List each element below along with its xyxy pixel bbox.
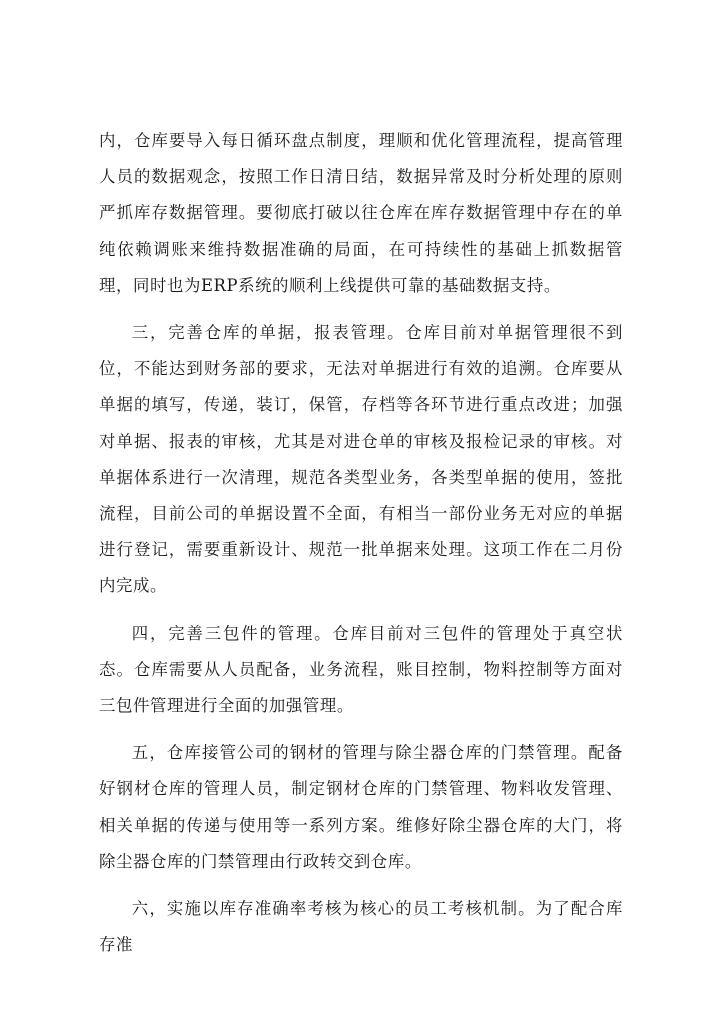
paragraph-section-4: 四，完善三包件的管理。仓库目前对三包件的管理处于真空状态。仓库需要从人员配备，业务流程，账目控制，物料控制等方面对三包件管理进行全面的加强管理。 (99, 623, 623, 716)
paragraph-section-6: 六，实施以库存准确率考核为核心的员工考核机制。为了配合库存准 (99, 899, 623, 955)
paragraph-section-5: 五，仓库接管公司的钢材的管理与除尘器仓库的门禁管理。配备好钢材仓库的管理人员，制定钢材仓库的门禁管理、物料收发管理、相关单据的传递与使用等一系列方案。维修好除尘器仓库的大门，将除尘器仓库的门禁管理由行政转交到仓库。 (99, 743, 623, 871)
document-body (99, 123, 623, 974)
paragraph-section-3: 三，完善仓库的单据，报表管理。仓库目前对单据管理很不到位，不能达到财务部的要求，无法对单据进行有效的追溯。仓库要从单据的填写，传递，装订，保管，存档等各环节进行重点改进；加强对单据、报表的审核，尤其是对进仓单的审核及报检记录的审核。对单据体系进行一次清理，规范各类型业务，各类型单据的使用，签批流程，目前公司的单据设置不全面，有相当一部份业务无对应的单据进行登记，需要重新设计、规范一批单据来处理。这项工作在二月份内完成。 (99, 323, 623, 596)
paragraph-continuation: 内，仓库要导入每日循环盘点制度，理顺和优化管理流程，提高管理人员的数据观念，按照工作日清日结，数据异常及时分析处理的原则严抓库存数据管理。要彻底打破以往仓库在库存数据管理中存在的单纯依赖调账来维持数据准确的局面，在可持续性的基础上抓数据管理，同时也为ERP系统的顺利上线提供可靠的基础数据支持。 (99, 131, 623, 295)
